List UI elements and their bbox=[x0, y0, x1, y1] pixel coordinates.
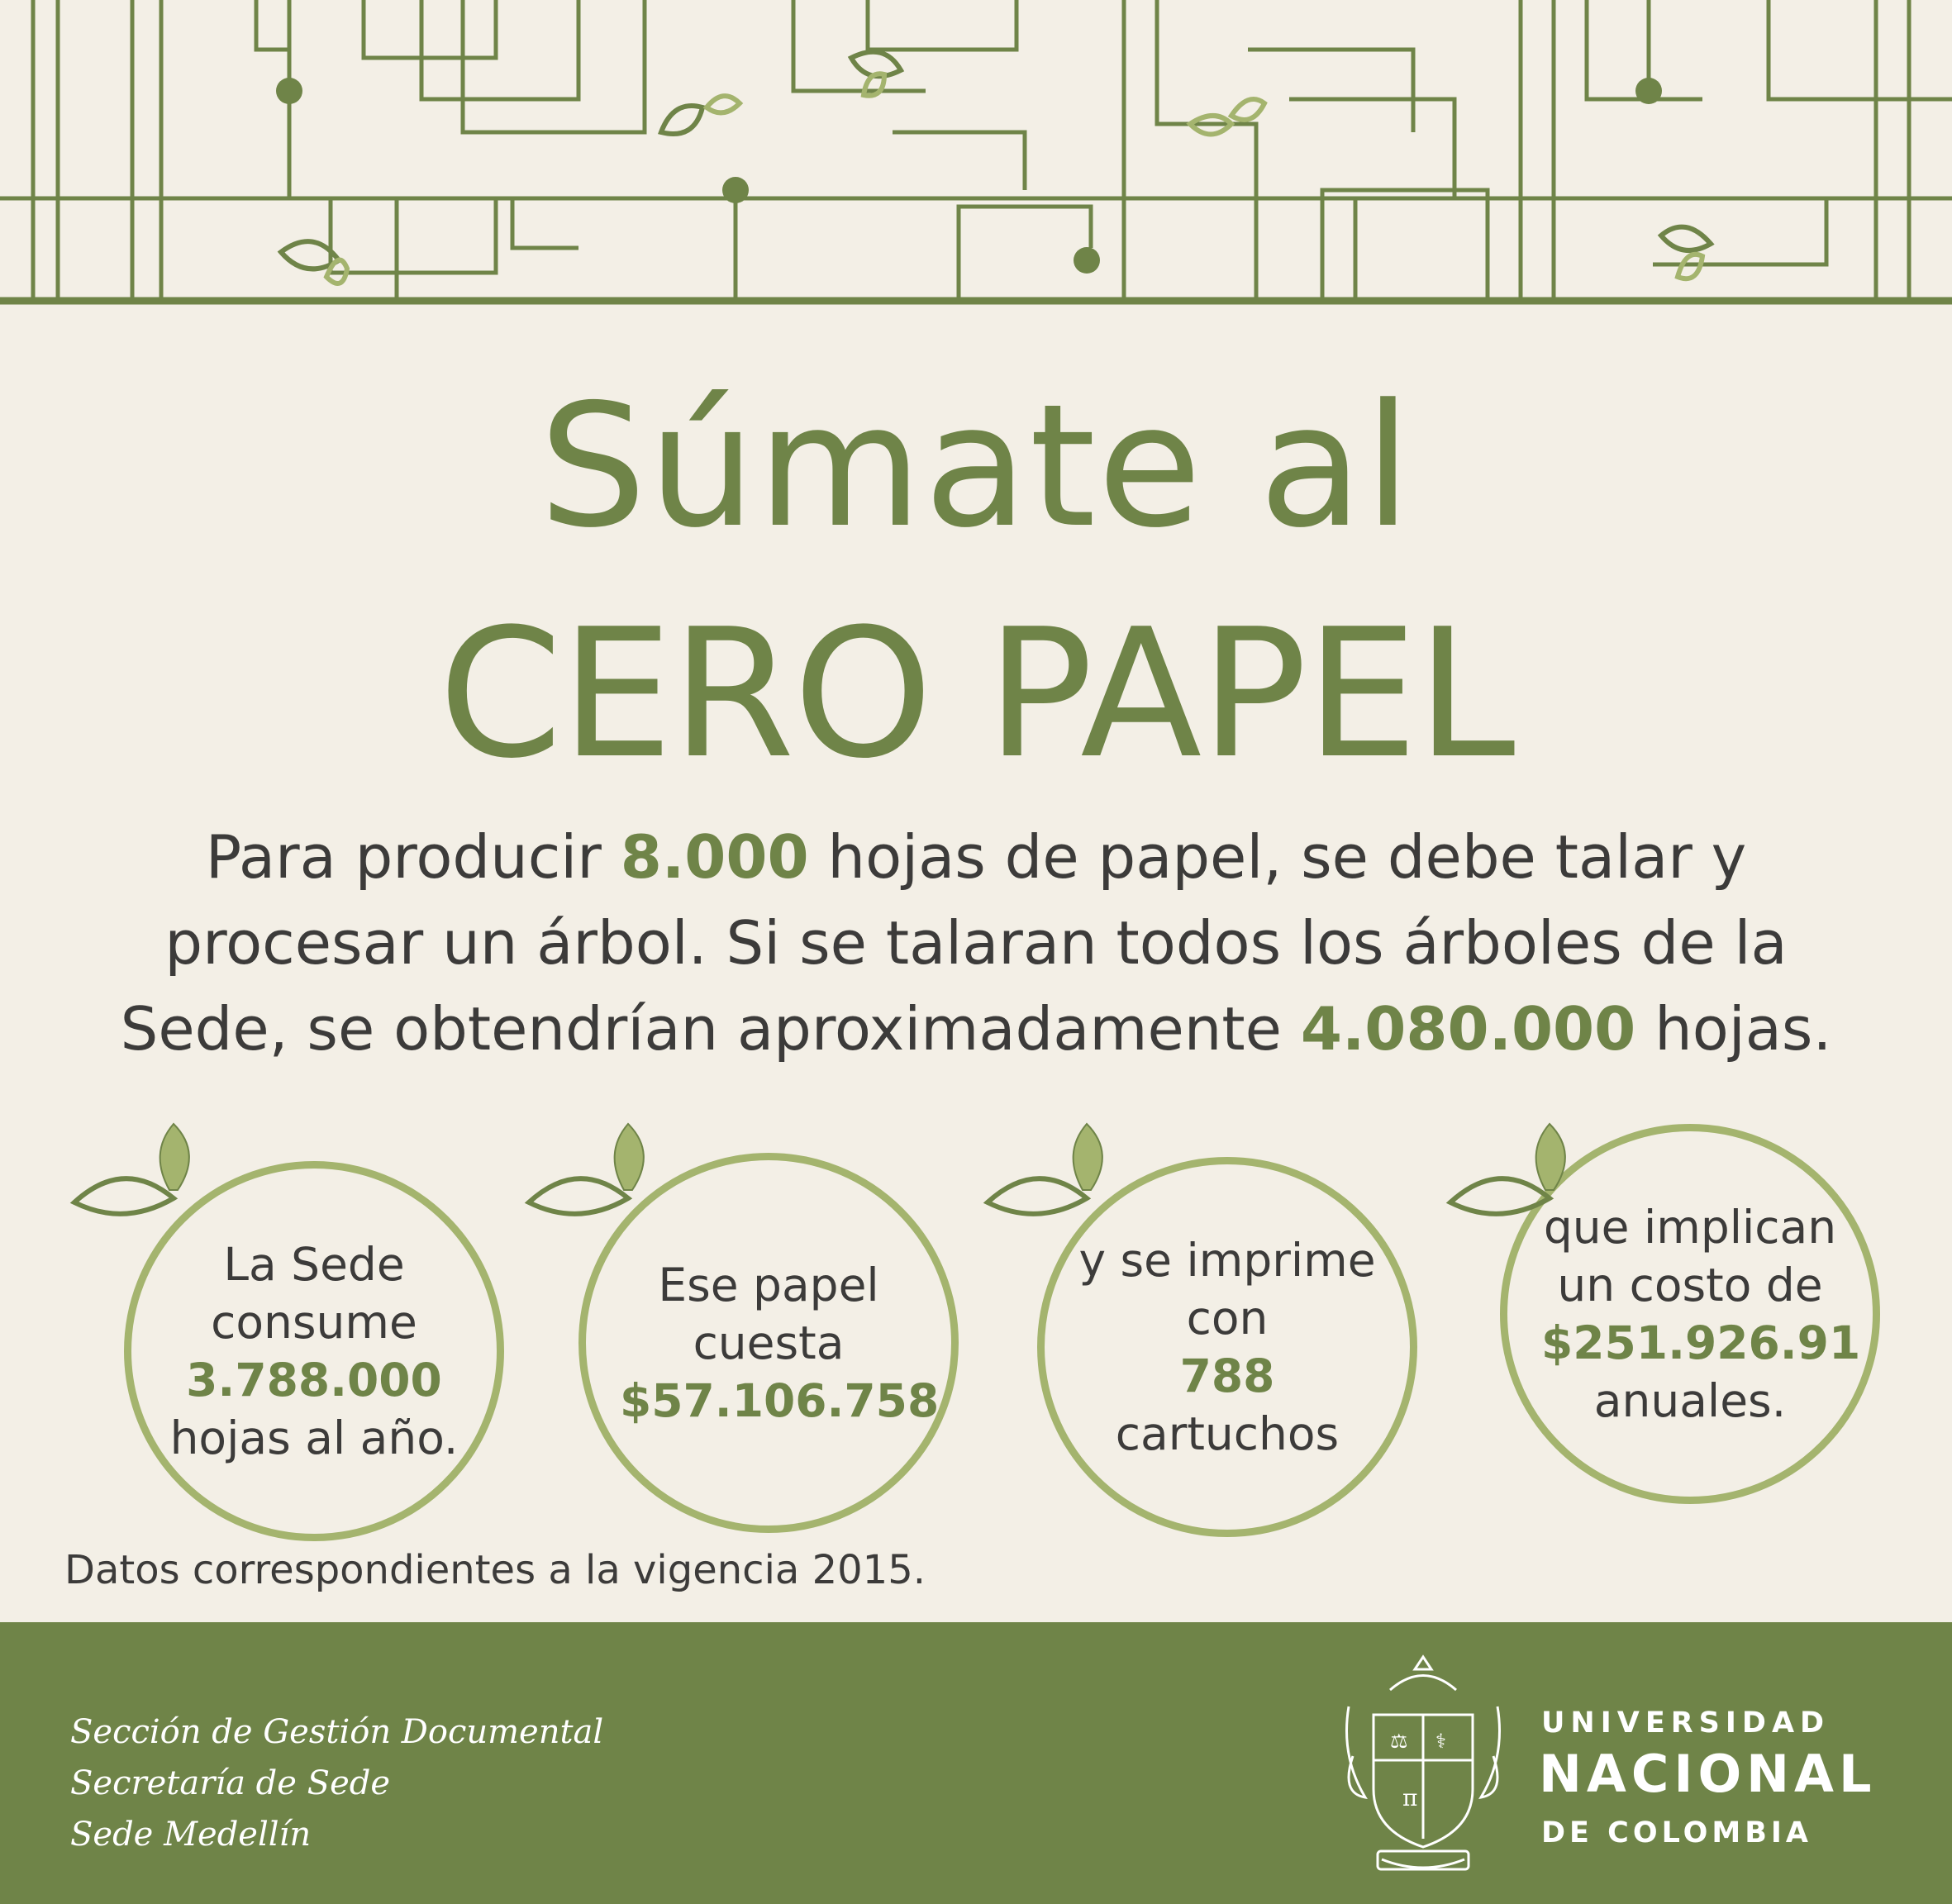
intro-value-total-sheets: 4.080.000 bbox=[1300, 994, 1636, 1064]
leaf-icon bbox=[66, 1120, 215, 1235]
department-info bbox=[70, 1706, 603, 1860]
fact-value: $251.926.91 bbox=[1541, 1316, 1861, 1369]
department-line: Sede Medellín bbox=[70, 1816, 312, 1854]
data-note: Datos correspondientes a la vigencia 2015. bbox=[64, 1547, 926, 1593]
leaf-icon bbox=[979, 1120, 1128, 1235]
svg-text:⚕: ⚕ bbox=[1435, 1730, 1446, 1753]
fact-text-before: que implican un costo de bbox=[1543, 1201, 1837, 1311]
intro-value-sheets-per-tree: 8.000 bbox=[620, 822, 809, 892]
svg-text:⚖: ⚖ bbox=[1390, 1730, 1408, 1753]
intro-paragraph bbox=[99, 814, 1853, 1072]
intro-text-2: hojas de papel, se debe talar y procesar un árbol. Si se talaran todos los árboles de la Sede, se obtendrían aproximadamente bbox=[120, 822, 1788, 1064]
circuit-decoration bbox=[0, 0, 1952, 306]
title-line-2: CERO PAPEL bbox=[438, 590, 1514, 797]
university-name-top: UNIVERSIDAD bbox=[1541, 1706, 1831, 1740]
department-line: Sección de Gestión Documental bbox=[70, 1713, 604, 1751]
svg-text:π: π bbox=[1402, 1784, 1418, 1811]
intro-text-3: hojas. bbox=[1635, 994, 1832, 1064]
fact-text-before: Ese papel cuesta bbox=[658, 1259, 879, 1369]
department-line: Secretaría de Sede bbox=[70, 1764, 391, 1802]
university-seal-icon bbox=[1332, 1640, 1514, 1876]
leaf-icon bbox=[1442, 1120, 1591, 1235]
university-name-main: NACIONAL bbox=[1539, 1744, 1877, 1804]
fact-value: 3.788.000 bbox=[186, 1354, 442, 1407]
university-name-bottom: DE COLOMBIA bbox=[1541, 1816, 1813, 1849]
fact-value: 788 bbox=[1179, 1349, 1275, 1402]
fact-text-before: y se imprime con bbox=[1078, 1234, 1376, 1345]
intro-text-1: Para producir bbox=[205, 822, 621, 892]
fact-text-after: hojas al año. bbox=[169, 1411, 459, 1464]
fact-text-before: La Sede consume bbox=[211, 1238, 417, 1349]
fact-text-after: cartuchos bbox=[1115, 1407, 1340, 1460]
leaf-icon bbox=[521, 1120, 669, 1235]
fact-text-after: anuales. bbox=[1593, 1374, 1787, 1427]
title-line-1: Súmate al bbox=[539, 369, 1413, 565]
fact-value: $57.106.758 bbox=[620, 1374, 940, 1427]
